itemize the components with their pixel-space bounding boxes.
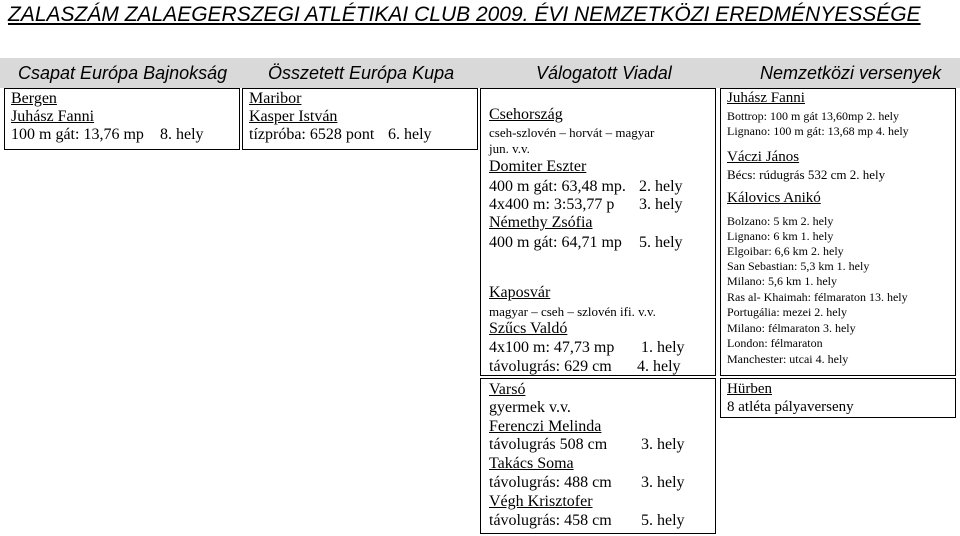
result-event: 400 m gát: 64,71 mp — [489, 234, 622, 251]
category-team-european-championship: Csapat Európa Bajnokság — [18, 63, 228, 83]
result-line: Bottrop: 100 m gát 13,60mp 2. hely — [727, 109, 899, 123]
category-national-team-meeting: Válogatott Viadal — [536, 63, 672, 83]
result-event: 4x400 m: 3:53,77 p — [489, 196, 615, 213]
athlete-name: Juhász Fanni — [727, 90, 805, 106]
result-event: 100 m gát: 13,76 mp — [11, 126, 144, 143]
result-rank: 3. hely — [641, 474, 685, 491]
result-rank: 5. hely — [641, 512, 685, 529]
athlete-name: Domiter Eszter — [489, 158, 587, 175]
event-place: Hürben — [727, 381, 772, 397]
athlete-name: Juhász Fanni — [11, 108, 95, 125]
result-line: Milano: félmaraton 3. hely — [727, 321, 856, 335]
result-rank: 6. hely — [388, 126, 432, 143]
national-meeting-box-warsaw — [480, 378, 716, 534]
age-group: jun. v.v. — [489, 141, 530, 156]
result-event: távolugrás: 458 cm — [489, 512, 612, 529]
result-line: San Sebastian: 5,3 km 1. hely — [727, 259, 870, 273]
result-rank: 8. hely — [160, 126, 204, 143]
event-place: Varsó — [489, 381, 526, 398]
event-place: Bergen — [11, 90, 57, 107]
athlete-name: Kálovics Anikó — [727, 190, 821, 206]
result-line: Ras al- Khaimah: félmaraton 13. hely — [727, 290, 908, 304]
athlete-name: Némethy Zsófia — [489, 214, 593, 231]
result-event: távolugrás: 629 cm — [489, 358, 612, 375]
result-line: Portugália: mezei 2. hely — [727, 305, 847, 319]
event-place: Csehország — [489, 106, 563, 123]
national-meeting-box-czech — [480, 88, 716, 376]
result-line: Bolzano: 5 km 2. hely — [727, 214, 834, 228]
result-event: távolugrás 508 cm — [489, 436, 608, 453]
athlete-name: Váczi János — [727, 149, 800, 165]
result-line: Lignano: 6 km 1. hely — [727, 229, 834, 243]
athlete-name: Ferenczi Melinda — [489, 418, 602, 435]
result-line: Bécs: rúdugrás 532 cm 2. hely — [727, 167, 886, 182]
result-event: 4x100 m: 47,73 mp — [489, 339, 615, 356]
result-event: távolugrás: 488 cm — [489, 474, 612, 491]
athlete-name: Kasper István — [249, 108, 338, 125]
category-combined-european-cup: Összetett Európa Kupa — [268, 63, 455, 83]
category-international-competitions: Nemzetközi versenyek — [760, 63, 942, 83]
result-rank: 1. hely — [641, 339, 685, 356]
result-event: tízpróba: 6528 pont — [249, 126, 375, 143]
result-line: London: félmaraton — [727, 336, 823, 350]
athlete-name: Takács Soma — [489, 455, 574, 472]
result-rank: 3. hely — [639, 196, 683, 213]
participating-countries: cseh-szlovén – horvát – magyar — [489, 125, 655, 140]
result-rank: 4. hely — [637, 358, 681, 375]
result-rank: 5. hely — [639, 234, 683, 251]
event-place: Kaposvár — [489, 284, 551, 301]
result-line: Elgoibar: 6,6 km 2. hely — [727, 244, 844, 258]
international-competitions-box — [720, 88, 956, 376]
athlete-name: Végh Krisztofer — [489, 493, 593, 510]
page-title: ZALASZÁM ZALAEGERSZEGI ATLÉTIKAI CLUB 2009. ÉVI NEMZETKÖZI EREDMÉNYESSÉGE — [8, 3, 921, 26]
result-event: 400 m gát: 63,48 mp. — [489, 178, 626, 195]
age-group: gyermek v.v. — [489, 399, 571, 416]
result-line: 8 atléta pályaverseny — [727, 399, 854, 415]
team-ec-box — [4, 88, 240, 150]
result-rank: 3. hely — [641, 436, 685, 453]
event-place: Maribor — [249, 90, 302, 107]
athlete-name: Szűcs Valdó — [489, 320, 568, 337]
participating-countries: magyar – cseh – szlovén ifi. v.v. — [489, 304, 656, 319]
result-line: Lignano: 100 m gát: 13,68 mp 4. hely — [727, 124, 909, 138]
combined-ec-box — [242, 88, 478, 150]
result-line: Manchester: utcai 4. hely — [727, 352, 849, 366]
result-line: Milano: 5,6 km 1. hely — [727, 274, 837, 288]
result-rank: 2. hely — [639, 178, 683, 195]
hurben-box — [720, 378, 956, 418]
